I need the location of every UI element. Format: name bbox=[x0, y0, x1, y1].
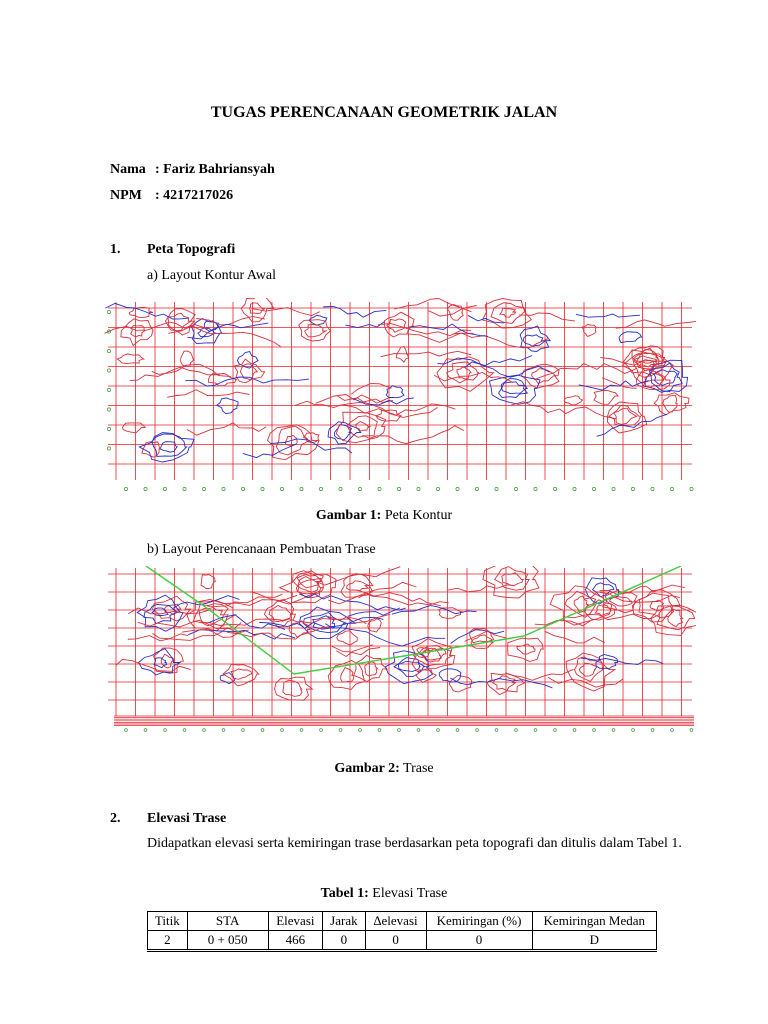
contour-line bbox=[231, 669, 252, 679]
contour-line bbox=[221, 619, 281, 625]
station-marker bbox=[261, 487, 264, 490]
station-marker bbox=[280, 487, 283, 490]
station-marker bbox=[671, 729, 674, 732]
table-cell: D bbox=[532, 931, 656, 951]
contour-line bbox=[596, 655, 618, 669]
table-header-cell: Jarak bbox=[323, 912, 366, 931]
contour-line bbox=[412, 639, 455, 672]
station-marker bbox=[476, 729, 479, 732]
page-title: TUGAS PERENCANAAN GEOMETRIK JALAN bbox=[210, 104, 558, 121]
table-cell: 0 bbox=[365, 931, 426, 951]
station-marker bbox=[670, 487, 673, 490]
section-2-number: 2. bbox=[110, 811, 121, 826]
contour-line bbox=[581, 658, 663, 664]
table-header-cell: Titik bbox=[148, 912, 188, 931]
station-marker bbox=[164, 729, 167, 732]
station-marker bbox=[359, 729, 362, 732]
contour-line bbox=[663, 396, 677, 413]
contour-line bbox=[505, 669, 573, 680]
name-value: : Fariz Bahriansyah bbox=[155, 162, 275, 177]
contour-line bbox=[243, 444, 296, 457]
table-header-cell: STA bbox=[187, 912, 268, 931]
station-marker bbox=[495, 487, 498, 490]
station-marker bbox=[534, 729, 537, 732]
station-marker bbox=[183, 487, 186, 490]
route-map-figure bbox=[104, 566, 696, 744]
table-cell: 2 bbox=[148, 931, 188, 951]
contour-line bbox=[616, 320, 696, 328]
contour-line bbox=[502, 573, 524, 586]
station-marker bbox=[378, 729, 381, 732]
contour-line bbox=[237, 352, 258, 369]
contour-line bbox=[396, 347, 408, 363]
station-marker bbox=[554, 729, 557, 732]
station-marker bbox=[107, 408, 110, 411]
contour-line bbox=[450, 678, 552, 688]
table-header-cell: Elevasi bbox=[268, 912, 323, 931]
station-marker bbox=[319, 487, 322, 490]
npm-value: : 4217217026 bbox=[155, 188, 234, 203]
station-marker bbox=[436, 487, 439, 490]
contour-line bbox=[121, 319, 153, 346]
contour-line bbox=[168, 326, 281, 347]
table-1-caption-label: Tabel 1: bbox=[320, 886, 369, 901]
station-marker bbox=[144, 487, 147, 490]
station-marker bbox=[514, 487, 517, 490]
station-marker bbox=[202, 487, 205, 490]
station-marker bbox=[300, 729, 303, 732]
contour-line bbox=[636, 370, 670, 390]
station-marker bbox=[339, 487, 342, 490]
table-1-caption bbox=[0, 886, 768, 902]
station-marker bbox=[612, 729, 615, 732]
section-2-paragraph: Didapatkan elevasi serta kemiringan trase berdasarkan peta topografi dan ditulis dalam Tabel 1. bbox=[147, 836, 682, 851]
contour-line bbox=[495, 567, 529, 591]
contour-line bbox=[489, 375, 540, 404]
subheading-layout-trase: b) Layout Perencanaan Pembuatan Trase bbox=[147, 542, 376, 557]
station-marker bbox=[437, 729, 440, 732]
contour-line bbox=[123, 423, 146, 433]
contour-line bbox=[117, 354, 144, 364]
station-marker bbox=[553, 487, 556, 490]
contour-line bbox=[493, 676, 516, 691]
contour-line bbox=[545, 631, 605, 643]
station-marker bbox=[690, 729, 693, 732]
contour-line bbox=[351, 383, 391, 394]
station-marker bbox=[242, 729, 245, 732]
contour-line bbox=[223, 664, 259, 686]
contour-line bbox=[325, 624, 445, 646]
contour-line bbox=[447, 362, 479, 383]
station-marker bbox=[397, 487, 400, 490]
station-marker bbox=[125, 729, 128, 732]
station-marker bbox=[124, 487, 127, 490]
contour-line bbox=[448, 585, 514, 592]
figure-1-caption-label: Gambar 1: bbox=[315, 508, 382, 523]
contour-line bbox=[483, 566, 539, 598]
station-marker bbox=[281, 729, 284, 732]
station-marker bbox=[378, 487, 381, 490]
station-marker bbox=[417, 487, 420, 490]
station-marker bbox=[456, 487, 459, 490]
station-marker bbox=[534, 487, 537, 490]
station-marker bbox=[107, 388, 110, 391]
table-row bbox=[148, 931, 657, 951]
elevation-table bbox=[147, 911, 657, 952]
station-marker bbox=[261, 729, 264, 732]
contour-line bbox=[356, 422, 370, 432]
contour-line bbox=[348, 608, 400, 616]
contour-line bbox=[336, 412, 386, 443]
station-marker bbox=[163, 487, 166, 490]
table-cell: 0 + 050 bbox=[187, 931, 268, 951]
station-marker bbox=[144, 729, 147, 732]
station-marker bbox=[573, 729, 576, 732]
contour-line bbox=[519, 313, 575, 321]
figure-2-caption-text: Trase bbox=[399, 761, 434, 776]
figure-1-caption bbox=[0, 508, 768, 524]
table-header-cell: Kemiringan Medan bbox=[532, 912, 656, 931]
contour-line bbox=[409, 324, 488, 336]
station-marker bbox=[107, 349, 110, 352]
contour-line bbox=[283, 680, 302, 696]
contour-line bbox=[192, 319, 222, 344]
station-marker bbox=[222, 729, 225, 732]
contour-line bbox=[500, 308, 516, 317]
contour-line bbox=[341, 668, 354, 682]
contour-line bbox=[362, 426, 464, 444]
section-1-number: 1. bbox=[110, 242, 121, 257]
station-marker bbox=[690, 487, 693, 490]
table-cell: 0 bbox=[426, 931, 532, 951]
contour-line bbox=[564, 396, 583, 405]
station-marker bbox=[593, 729, 596, 732]
contour-line bbox=[398, 661, 420, 671]
section-2-title: Elevasi Trase bbox=[147, 811, 227, 826]
name-label: Nama bbox=[110, 162, 146, 177]
contour-line bbox=[579, 663, 597, 676]
contour-line bbox=[619, 332, 642, 343]
table-cell: 466 bbox=[268, 931, 323, 951]
contour-line bbox=[381, 351, 472, 356]
station-marker bbox=[107, 447, 110, 450]
contour-line bbox=[209, 374, 237, 386]
contour-line bbox=[499, 379, 528, 398]
contour-line bbox=[511, 402, 617, 419]
station-marker bbox=[241, 487, 244, 490]
table-cell: 0 bbox=[323, 931, 366, 951]
figure-1-caption-text: Peta Kontur bbox=[381, 508, 453, 523]
station-marker bbox=[631, 487, 634, 490]
contour-line bbox=[457, 367, 471, 379]
station-marker bbox=[475, 487, 478, 490]
figure-2-caption-label: Gambar 2: bbox=[334, 761, 400, 776]
station-marker bbox=[107, 310, 110, 313]
station-marker bbox=[203, 729, 206, 732]
contour-line bbox=[491, 303, 526, 324]
station-marker bbox=[456, 729, 459, 732]
station-marker bbox=[417, 729, 420, 732]
contour-line bbox=[152, 434, 187, 456]
contour-line bbox=[129, 307, 153, 317]
station-marker bbox=[320, 729, 323, 732]
station-marker bbox=[107, 427, 110, 430]
station-marker bbox=[398, 729, 401, 732]
table-header-cell: ∆elevasi bbox=[365, 912, 426, 931]
contour-line bbox=[181, 351, 194, 366]
contour-line bbox=[358, 593, 440, 606]
contour-line bbox=[167, 390, 249, 398]
contour-line bbox=[654, 370, 678, 386]
table-header-row bbox=[148, 912, 657, 931]
station-marker bbox=[573, 487, 576, 490]
station-marker bbox=[358, 487, 361, 490]
figure-2-caption bbox=[0, 761, 768, 777]
station-marker bbox=[515, 729, 518, 732]
section-1-title: Peta Topografi bbox=[147, 242, 236, 257]
station-marker bbox=[632, 729, 635, 732]
contour-line bbox=[406, 333, 473, 342]
contour-line bbox=[576, 314, 640, 317]
contour-line bbox=[468, 315, 504, 322]
contour-line bbox=[187, 323, 268, 339]
contour-line bbox=[299, 320, 331, 341]
npm-label: NPM bbox=[110, 188, 142, 203]
table-1-caption-text: Elevasi Trase bbox=[368, 886, 448, 901]
contour-line bbox=[116, 659, 191, 671]
station-marker bbox=[651, 729, 654, 732]
station-marker bbox=[495, 729, 498, 732]
subheading-layout-kontur: a) Layout Kontur Awal bbox=[147, 268, 276, 283]
station-marker bbox=[222, 487, 225, 490]
station-marker bbox=[592, 487, 595, 490]
contour-line bbox=[250, 592, 297, 601]
contour-line bbox=[594, 390, 618, 404]
station-marker bbox=[612, 487, 615, 490]
contour-line bbox=[305, 325, 326, 337]
station-marker bbox=[339, 729, 342, 732]
table-header-cell: Kemiringan (%) bbox=[426, 912, 532, 931]
station-marker bbox=[300, 487, 303, 490]
station-marker bbox=[183, 729, 186, 732]
contour-line bbox=[517, 644, 535, 654]
station-marker bbox=[651, 487, 654, 490]
station-marker bbox=[107, 369, 110, 372]
contour-map-figure bbox=[104, 298, 696, 494]
